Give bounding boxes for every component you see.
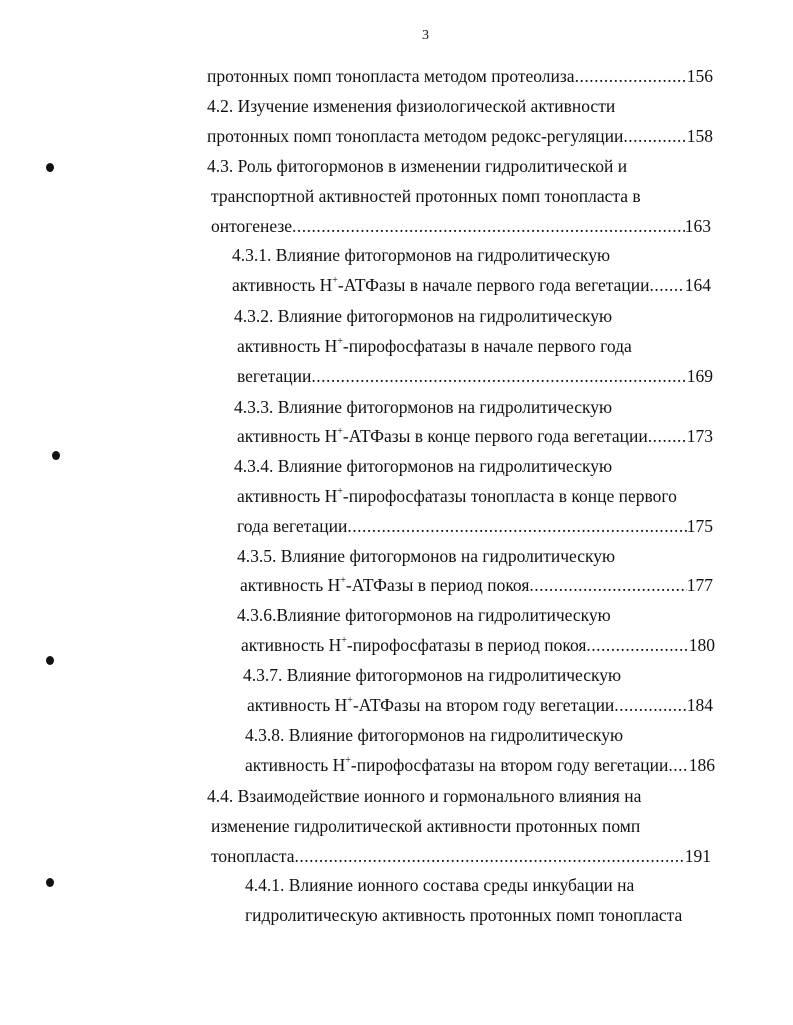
toc-line [237, 365, 713, 387]
toc-line: изменение гидролитической активности протонных помп [211, 816, 641, 836]
dot-leader [614, 694, 686, 716]
binding-hole-dot [46, 656, 54, 665]
toc-page-number: 175 [686, 516, 713, 536]
dot-leader [648, 425, 687, 447]
toc-line [207, 125, 713, 147]
toc-text-suffix: -пирофосфатазы тонопласта в конце первого [342, 486, 677, 506]
toc-text-prefix: активность Н [232, 275, 333, 295]
toc-heading: 4.3. Роль фитогормонов в изменении гидролитической и [207, 156, 628, 176]
toc-page-number: 163 [684, 216, 711, 236]
toc-line [237, 485, 677, 507]
toc-line [207, 65, 713, 87]
binding-hole-dot [46, 163, 54, 172]
binding-hole-dot [46, 878, 54, 887]
toc-line [247, 694, 713, 716]
toc-entry-text: года вегетации [237, 516, 348, 536]
toc-text-prefix: активность Н [237, 336, 338, 356]
toc-entry-text: онтогенезе [211, 216, 293, 236]
superscript-plus: + [345, 755, 351, 767]
toc-line: транспортной активностей протонных помп тонопласта в [211, 186, 641, 206]
toc-page-number: 158 [686, 126, 713, 146]
dot-leader [623, 125, 686, 147]
toc-line: гидролитическую активность протонных помп тонопласта [245, 905, 683, 925]
toc-page-number: 169 [686, 366, 713, 386]
superscript-plus: + [340, 575, 346, 587]
toc-text-prefix: активность Н [237, 486, 338, 506]
toc-line [211, 215, 711, 237]
superscript-plus: + [332, 275, 338, 287]
toc-heading: 4.2. Изучение изменения физиологической активности [207, 96, 616, 116]
toc-subheading: 4.3.1. Влияние фитогормонов на гидролитическую [232, 245, 611, 265]
toc-subheading: 4.3.2. Влияние фитогормонов на гидролитическую [234, 306, 613, 326]
dot-leader [295, 845, 685, 867]
toc-line [237, 425, 713, 447]
toc-entry-text: тонопласта [211, 846, 295, 866]
toc-line [211, 845, 711, 867]
toc-entry-text: вегетации [237, 366, 312, 386]
toc-heading: 4.4. Взаимодействие ионного и гормонального влияния на [207, 786, 642, 806]
superscript-plus: + [341, 635, 347, 647]
dot-leader [292, 215, 685, 237]
toc-subheading: 4.3.5. Влияние фитогормонов на гидролитическую [237, 546, 616, 566]
toc-entry-text [245, 754, 668, 776]
dot-leader [668, 754, 688, 776]
binding-hole-dot [52, 451, 60, 460]
toc-page-number: 191 [684, 846, 711, 866]
toc-page-number: 184 [686, 695, 713, 715]
superscript-plus: + [337, 336, 343, 348]
toc-line [240, 574, 713, 596]
dot-leader [586, 634, 688, 656]
toc-page-number: 177 [686, 575, 713, 595]
toc-text-prefix: активность Н [240, 575, 341, 595]
superscript-plus: + [337, 486, 343, 498]
toc-entry-text: протонных помп тонопласта методом редокс-регуляции [207, 126, 624, 146]
toc-entry-text [232, 274, 650, 296]
toc-entry-text [247, 694, 614, 716]
toc-entry-text [241, 634, 586, 656]
toc-text-prefix: активность Н [237, 426, 338, 446]
toc-subheading: 4.3.8. Влияние фитогормонов на гидролитическую [245, 725, 624, 745]
toc-subheading: 4.3.3. Влияние фитогормонов на гидролитическую [234, 397, 613, 417]
toc-subheading: 4.3.7. Влияние фитогормонов на гидролитическую [243, 665, 622, 685]
toc-entry-text [237, 425, 648, 447]
superscript-plus: + [337, 426, 343, 438]
toc-page-number: 164 [684, 275, 711, 295]
toc-line [237, 335, 632, 357]
toc-page-number: 156 [686, 66, 713, 86]
toc-text-suffix: -АТФазы в конце первого года вегетации [342, 426, 648, 446]
toc-text-prefix: активность Н [247, 695, 348, 715]
toc-text-prefix: активность Н [245, 755, 346, 775]
page-number: 3 [422, 28, 429, 43]
toc-text-suffix: -пирофосфатазы в начале первого года [342, 336, 632, 356]
toc-text-suffix: -АТФазы в начале первого года вегетации [337, 275, 650, 295]
toc-text-suffix: -пирофосфатазы на втором году вегетации [350, 755, 669, 775]
toc-text-suffix: -АТФазы на втором году вегетации [352, 695, 615, 715]
toc-line [241, 634, 715, 656]
toc-page-number: 180 [688, 635, 715, 655]
toc-text-suffix: -пирофосфатазы в период покоя [346, 635, 587, 655]
toc-subheading: 4.4.1. Влияние ионного состава среды инкубации на [245, 875, 635, 895]
superscript-plus: + [347, 695, 353, 707]
toc-line [237, 515, 713, 537]
toc-entry-text: протонных помп тонопласта методом протеолиза [207, 66, 575, 86]
dot-leader [575, 65, 687, 87]
toc-page-number: 186 [688, 755, 715, 775]
dot-leader [529, 574, 686, 596]
toc-text-suffix: -АТФазы в период покоя [345, 575, 530, 595]
toc-page-number: 173 [686, 426, 713, 446]
toc-entry-text [240, 574, 529, 596]
toc-line [245, 754, 715, 776]
dot-leader [650, 274, 685, 296]
toc-text-prefix: активность Н [241, 635, 342, 655]
toc-subheading: 4.3.6.Влияние фитогормонов на гидролитическую [237, 605, 611, 625]
toc-subheading: 4.3.4. Влияние фитогормонов на гидролитическую [234, 456, 613, 476]
toc-line [232, 274, 711, 296]
dot-leader [347, 515, 686, 537]
dot-leader [311, 365, 686, 387]
